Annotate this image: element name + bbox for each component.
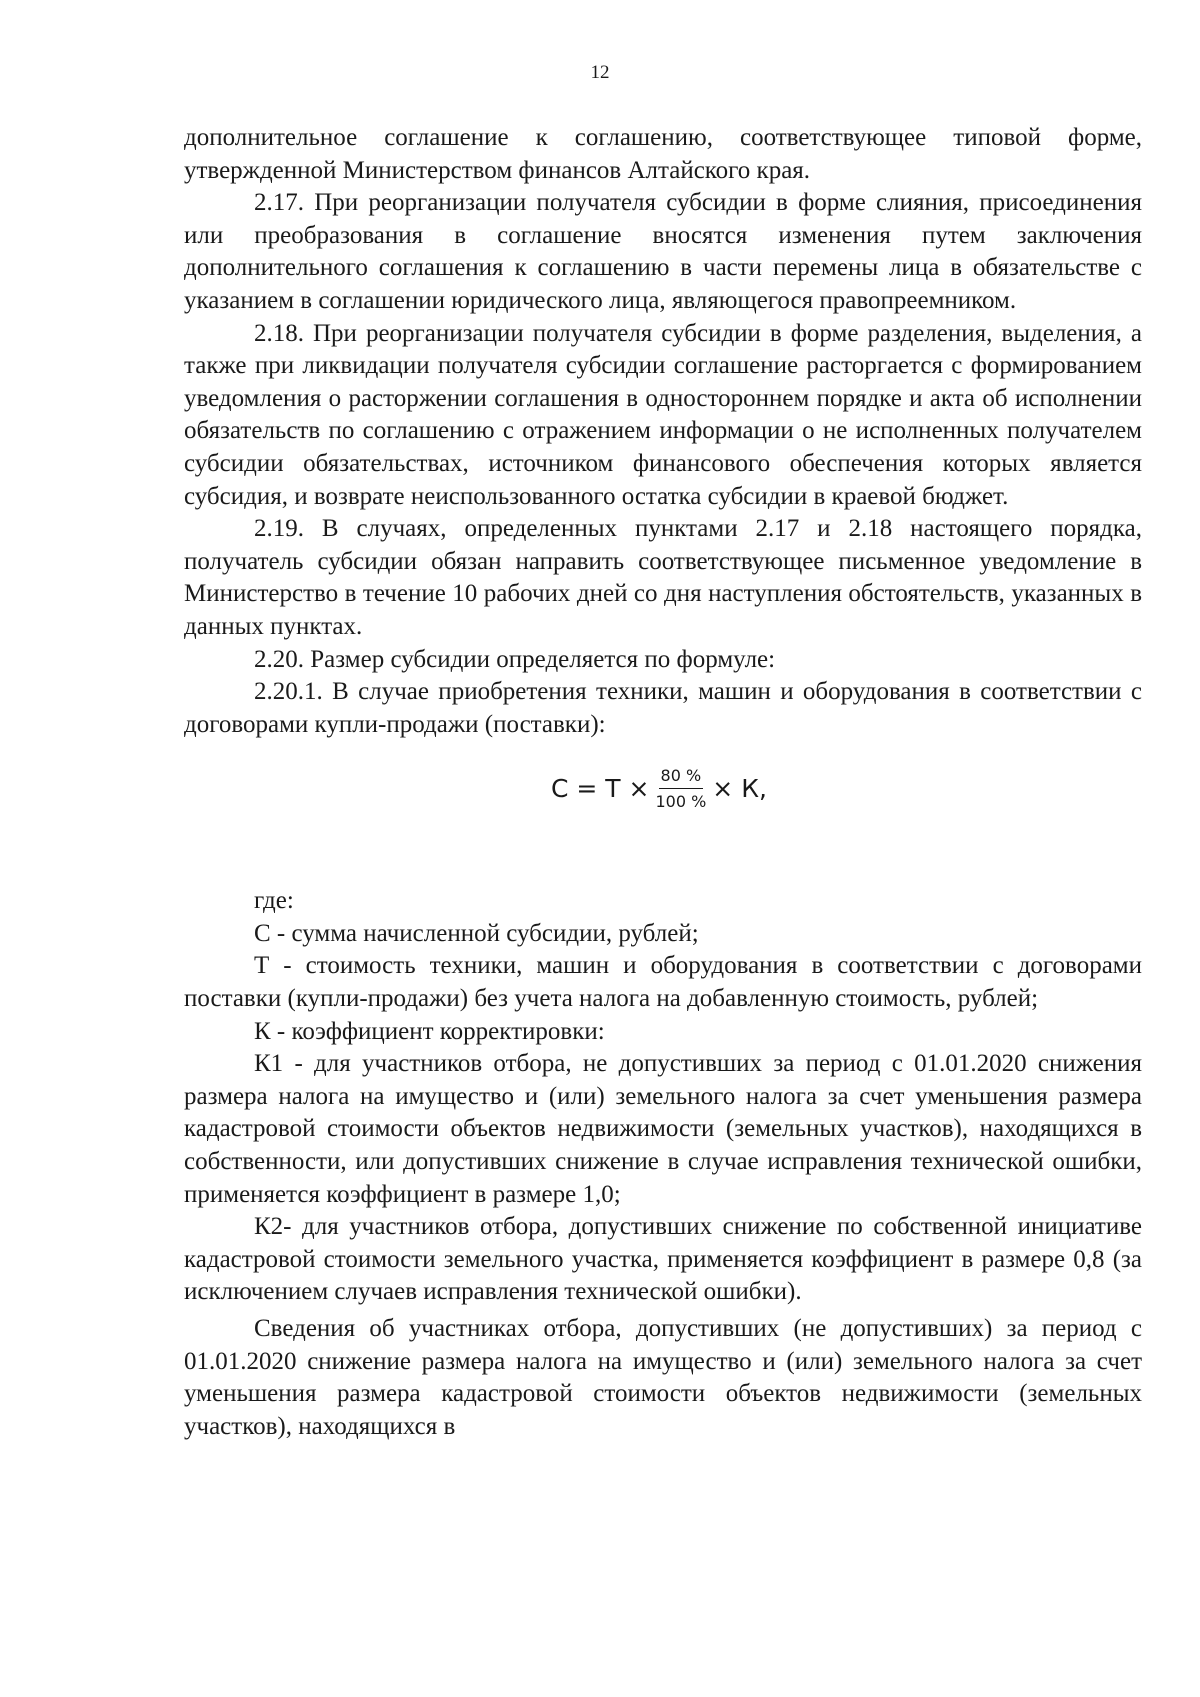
definition-k2: К2- для участников отбора, допустивших снижение по собственной инициативе кадастровой стоимости земельного участка, применяется коэффициент в размере 0,8 (за исключением случаев исправления технической ошибки).	[184, 1213, 1142, 1306]
definition-k1: К1 - для участников отбора, не допустивших за период с 01.01.2020 снижения размера налога на имущество и (или) земельного налога за счет уменьшения размера кадастровой стоимости объектов недвижимости (земельных участков), находящихся в собственности, или допустивших снижение в случае исправления технической ошибки, применяется коэффициент в размере 1,0;	[184, 1050, 1142, 1208]
formula-denominator: 100 %	[655, 792, 707, 812]
subsidy-formula	[184, 741, 1142, 859]
document-body	[184, 122, 1142, 1443]
formula-rhs: × К,	[712, 773, 767, 803]
paragraph-continuation: дополнительное соглашение к соглашению, соответствующее типовой форме, утвержденной Министерством финансов Алтайского края.	[184, 124, 1142, 184]
paragraph-2-19: 2.19. В случаях, определенных пунктами 2.17 и 2.18 настоящего порядка, получатель субсидии обязан направить соответствующее письменное уведомление в Министерство в течение 10 рабочих дней со дня наступления обстоятельств, указанных в данных пунктах.	[184, 515, 1142, 640]
paragraph-2-17: 2.17. При реорганизации получателя субсидии в форме слияния, присоединения или преобразования в соглашение вносятся изменения путем заключения дополнительного соглашения к соглашению в части перемены лица в обязательстве с указанием в соглашении юридического лица, являющегося правопреемником.	[184, 189, 1142, 314]
definition-t: Т - стоимость техники, машин и оборудования в соответствии с договорами поставки (купли-продажи) без учета налога на добавленную стоимость, рублей;	[184, 952, 1142, 1013]
paragraph-2-20-1: 2.20.1. В случае приобретения техники, машин и оборудования в соответствии с договорами купли-продажи (поставки):	[184, 678, 1142, 738]
paragraph-2-18: 2.18. При реорганизации получателя субсидии в форме разделения, выделения, а также при ликвидации получателя субсидии соглашение расторгается с формированием уведомления о расторжении соглашения в одностороннем порядке и акта об исполнении обязательств по соглашению с отражением информации о не исполненных получателем субсидии обязательствах, источником финансового обеспечения которых является субсидия, и возврате неиспользованного остатка субсидии в краевой бюджет.	[184, 319, 1142, 510]
where-label: где:	[254, 887, 294, 915]
formula-numerator: 80 %	[659, 766, 704, 789]
paragraph-participants-info: Сведения об участниках отбора, допустивших (не допустивших) за период с 01.01.2020 снижение размера налога на имущество и (или) земельного налога за счет уменьшения размера кадастровой стоимости объектов недвижимости (земельных участков), находящихся в	[184, 1315, 1142, 1440]
paragraph-2-20: 2.20. Размер субсидии определяется по формуле:	[254, 645, 776, 673]
definition-c: С - сумма начисленной субсидии, рублей;	[254, 919, 699, 947]
formula-fraction	[653, 766, 708, 812]
definition-k: К - коэффициент корректировки:	[254, 1017, 605, 1045]
formula-lhs: С = Т ×	[551, 773, 650, 803]
page-number: 12	[590, 62, 610, 83]
